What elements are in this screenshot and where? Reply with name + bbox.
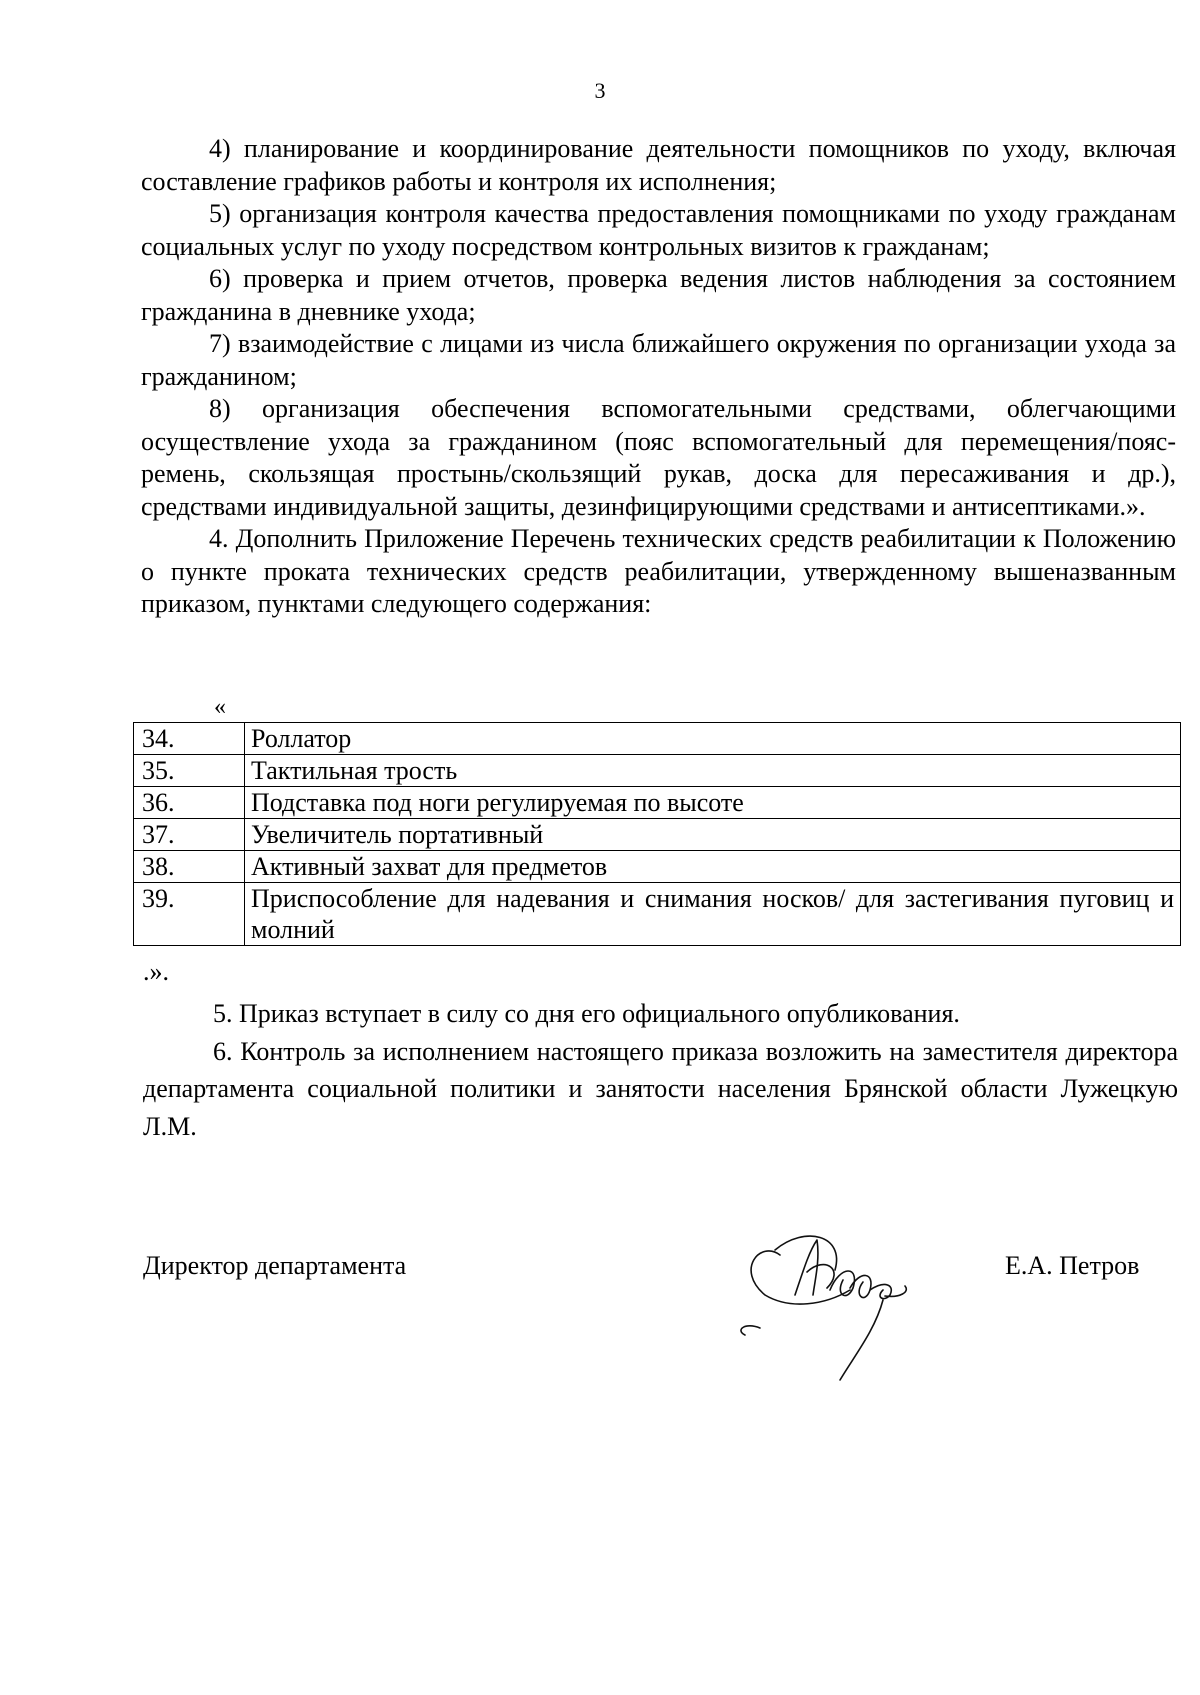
rehab-items-table [133,722,1181,946]
row-item-name: Подставка под ноги регулируемая по высоте [245,787,1181,819]
row-number: 35. [134,755,245,787]
row-item-name: Приспособление для надевания и снимания носков/ для застегивания пуговиц и молний [245,883,1181,946]
row-item-name: Увеличитель портативный [245,819,1181,851]
table-row [134,755,1181,787]
page-number: 3 [594,78,606,103]
row-item-name: Активный захват для предметов [245,851,1181,883]
handwritten-signature-icon [735,1210,955,1385]
row-number: 39. [134,883,245,946]
table-close-quote: .». [143,957,169,986]
signer-position: Директор департамента [143,1251,407,1280]
body-text [141,133,1176,621]
row-item-name: Роллатор [245,723,1181,755]
signer-name: Е.А. Петров [1005,1251,1140,1280]
paragraph-clause-5: 5. Приказ вступает в силу со дня его официального опубликования. [213,999,960,1028]
paragraph-item-6: 6) проверка и прием отчетов, проверка ведения листов наблюдения за состоянием гражданина в дневнике ухода; [141,264,1176,326]
table-row [134,883,1181,946]
table-open-quote: « [214,694,226,720]
paragraph-clause-4: 4. Дополнить Приложение Перечень технических средств реабилитации к Положению о пункте проката технических средств реабилитации, утвержденному вышеназванным приказом, пунктами следующего содержания: [141,524,1176,618]
table-row [134,723,1181,755]
row-number: 37. [134,819,245,851]
table-row [134,819,1181,851]
paragraph-clause-6: 6. Контроль за исполнением настоящего приказа возложить на заместителя директора департамента социальной политики и занятости населения Брянской области Лужецкую Л.М. [143,1036,1178,1141]
paragraph-item-7: 7) взаимодействие с лицами из числа ближайшего окружения по организации ухода за гражданином; [141,329,1176,391]
table-row [134,851,1181,883]
row-item-name: Тактильная трость [245,755,1181,787]
closing-text [143,995,1178,1145]
row-number: 36. [134,787,245,819]
row-number: 38. [134,851,245,883]
paragraph-item-5: 5) организация контроля качества предоставления помощниками по уходу гражданам социальных услуг по уходу посредством контрольных визитов к гражданам; [141,199,1176,261]
row-number: 34. [134,723,245,755]
table-row [134,787,1181,819]
paragraph-item-4: 4) планирование и координирование деятельности помощников по уходу, включая составление графиков работы и контроля их исполнения; [141,134,1176,196]
paragraph-item-8: 8) организация обеспечения вспомогательными средствами, облегчающими осуществление ухода за гражданином (пояс вспомогательный для перемещения/пояс-ремень, скользящая простынь/скользящий рукав, доска для пересаживания и др.), средствами индивидуальной защиты, дезинфицирующими средствами и антисептиками.». [141,394,1176,521]
